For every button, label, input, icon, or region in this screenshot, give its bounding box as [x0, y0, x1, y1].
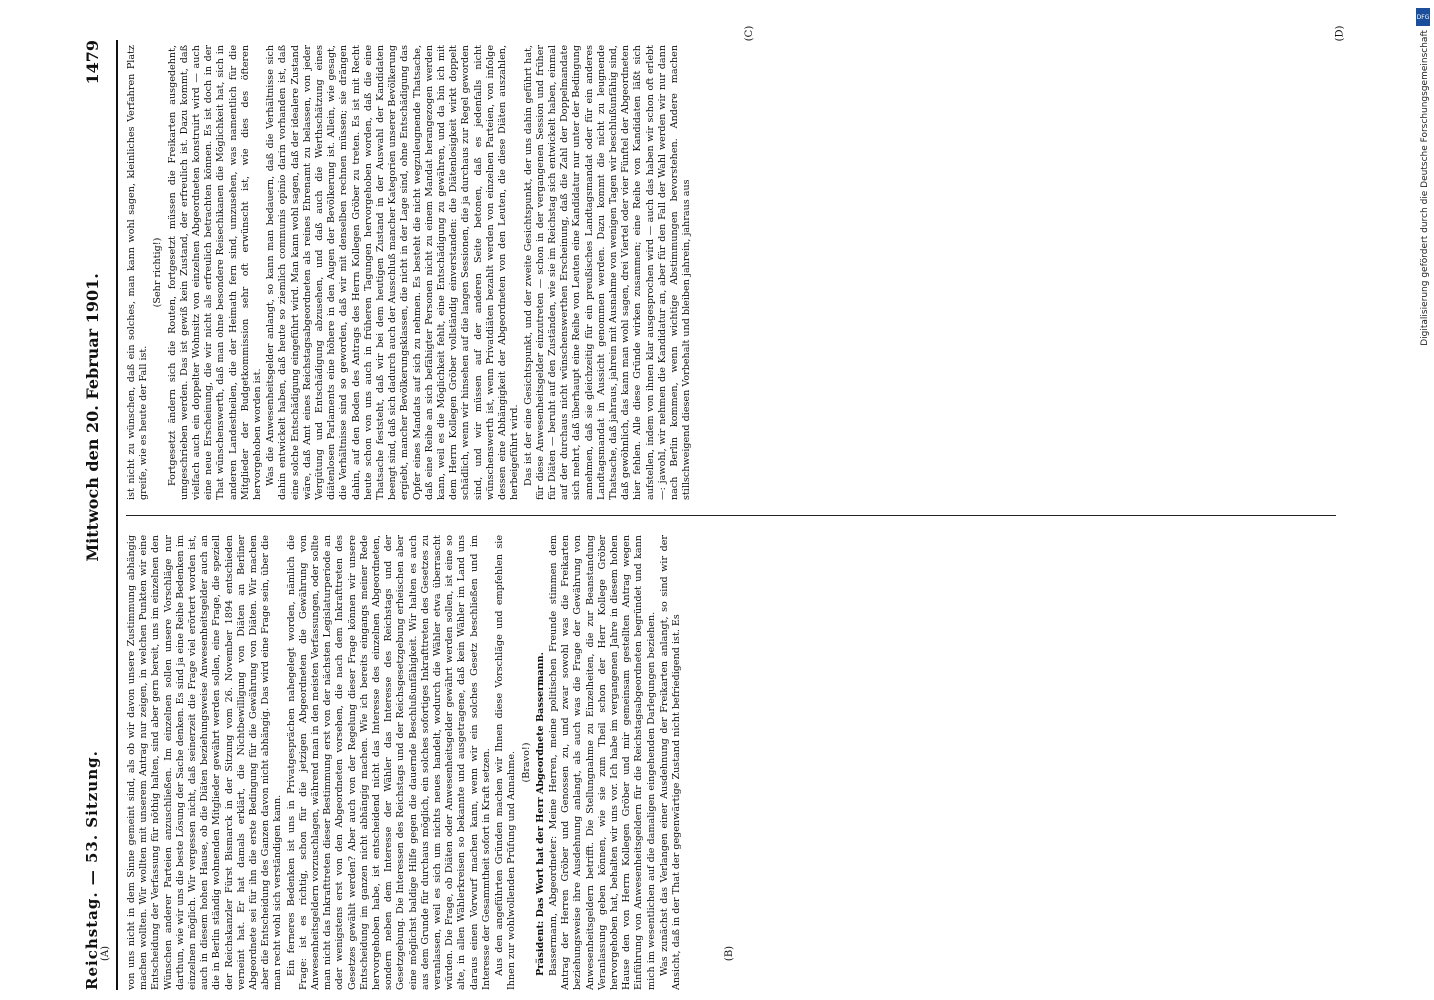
- margin-mark-d: (D): [1334, 25, 1346, 42]
- margin-mark-b: (B): [724, 945, 736, 962]
- left-column: [126, 535, 684, 990]
- dfg-logo-text: DFG: [1416, 13, 1430, 21]
- right-column: [126, 45, 694, 500]
- paragraph: Bassermann, Abgeordneter: Meine Herren, meine politischen Freunde stimmen dem Antrag der Herren Gröber und Genossen zu, und zwar sowohl was die Freikarten beziehungsweise ihre Ausdehnung anlangt, als auch was die Frage der Gewährung von Anwesenheitsgeldern betrifft. Die Stellungnahme zu Einzelheiten, die zur Beanstandung Veranlassung geben können, wie sie zum Theil schon der Herr Kollege Gröber hervorgehoben hat, behalten wir uns vor. Ich habe im vergangenen Jahre in diesem hohen Hause den von Herrn Kollegen Gröber und mir gemeinsam gestellten Antrag wegen Einführung von Anwesenheitsgeldern für die Reichstagsabgeordneten begründet und kann mich im wesentlichen auf die damaligen eingehenden Darlegungen beziehen.: [547, 535, 657, 990]
- margin-mark-c: (C): [744, 25, 756, 42]
- speaker-line: Präsident: Das Wort hat der Herr Abgeordnete Bassermann.: [534, 652, 546, 976]
- page-number: 1479: [82, 40, 102, 85]
- document-page: [70, 40, 1340, 990]
- paragraph: ist nicht zu wünschen, daß ein solches, man kann wohl sagen, kleinliches Verfahren Platz greife, wie es heute der Fall ist.: [126, 45, 150, 500]
- header-date: Mittwoch den 20. Februar 1901.: [82, 273, 102, 562]
- paragraph: Was zunächst das Verlangen einer Ausdehnung der Freikarten anlangt, so sind wir der Ansicht, daß in der That der gegenwärtige Zustand nicht befriedigend ist. Es: [658, 535, 682, 990]
- header-session: Reichstag. — 53. Sitzung.: [83, 750, 101, 990]
- paragraph: Aus den angeführten Gründen machen wir Ihnen diese Vorschläge und empfehlen sie Ihnen zur wohlwollenden Prüfung und Annahme.: [494, 535, 518, 990]
- header-rule: [116, 40, 118, 990]
- column-divider: [126, 515, 1336, 516]
- paragraph: Was die Anwesenheitsgelder anlangt, so kann man bedauern, daß die Verhältnisse sich dahin entwickelt haben, daß heute so ziemlich communis opinio darin vorhanden ist, daß eine solche Entschädigung eingeführt wird. Man kann wohl sagen, daß der idealere Zustand wäre, daß Amt eines Reichstagsabgeordneten als reines Ehrenamt zu belassen, von jeder Vergütung und Entschädigung abzusehen, und daß auch die Werthschätzung eines diätenlosen Parlaments eine höhere in den Augen der Bevölkerung ist. Allein, wie gesagt, die Verhältnisse sind so geworden, daß wir mit denselben rechnen müssen; sie drängen dahin, auf den Boden des Antrags des Herrn Kollegen Gröber zu treten. Es ist mit Recht heute schon von uns auch in früheren Tagungen hervorgehoben worden, daß die eine Thatsache feststeht, daß wir bei dem heutigen Zustand in der Auswahl der Kandidaten beengt sind, daß sich dadurch auch der Ausschluß mancher Kategorien unserer Bevölkerung ergiebt, mancher Bevölkerungsklassen, die nicht in der Lage sind, ohne Entschädigung das Opfer eines Mandats auf sich zu nehmen. Es besteht die nicht wegzuleugnende Thatsache, daß eine Reihe an sich befähigter Personen nicht zu einem Mandat herangezogen werden kann, weil es die Möglichkeit fehlt, eine Entschädigung zu gewähren, und da bin ich mit dem Herrn Kollegen Gröber vollständig einverstanden: die Diätenlosigkeit wirkt doppelt schädlich, wenn wir hinsehen auf die langen Sessionen, die ja durchaus zur Regel geworden sind, und wir müssen auf der anderen Seite betonen, daß es jedenfalls nicht wünschenswerth ist, wenn Privatdiäten bezahlt werden von einzelnen Parteien, von infolge dessen eine Abhängigkeit der Abgeordneten von den Leuten, die diese Diäten auszahlen, herbeigeführt wird.: [265, 45, 521, 500]
- digitization-note: Digitalisierung gefördert durch die Deutsche Forschungsgemeinschaft: [1420, 30, 1430, 346]
- page-header: [70, 40, 114, 990]
- paragraph: Ein ferneres Bedenken ist uns in Privatgesprächen nahegelegt worden, nämlich die Frage: ist es richtig, schon für die jetzigen Abgeordneten die Gewährung von Anwesenheitsgeldern vorzuschlagen, während man in den meisten Verfassungen, oder sollte man nicht das Inkrafttreten dieser Bestimmung erst von der nächsten Legislaturperiode an oder wenigstens erst von den Abgeordneten vorsehen, die nach dem Inkrafttreten des Gesetzes gewählt werden? Aber auch von der Regelung dieser Frage können wir unsere Entscheidung im ganzen nicht abhängig machen. Wie ich bereits eingangs meiner Rede hervorgehoben habe, ist entscheidend nicht das Interesse des einzelnen Abgeordneten, sondern neben dem Interesse der Wähler das Interesse des Reichstags und der Gesetzgebung. Die Interessen des Reichstags und der Reichsgesetzgebung erheischen aber eine möglichst baldige Hilfe gegen die dauernde Beschlußunfähigkeit. Wir halten es auch aus dem Grunde für durchaus möglich, ein solches sofortiges Inkrafttreten des Gesetzes zu veranlassen, weil es sich um nichts neues handelt, wodurch die Wähler etwa überrascht würden. Die Frage, ob Diäten oder Anwesenheitsgelder gewährt werden sollen, ist eine so alte, in allen Wählerkreisen so bekannte und ausgetragene, daß kein Wähler im Land uns daraus einen Vorwurf machen kann, wenn wir ein solches Gesetz beschließen und im Interesse der Gesammtheit sofort in Kraft setzen.: [285, 535, 492, 990]
- paragraph: Das ist der eine Gesichtspunkt, und der zweite Gesichtspunkt, der uns dahin geführt hat, für diese Anwesenheitsgelder einzutreten — schon in der vergangenen Session und früher für Diäten — beruht auf den Zuständen, wie sie im Reichstag sich entwickelt haben, einmal auf der durchaus nicht wünschenswerthen Erscheinung, daß die Zahl der Doppelmandate sich mehrt, daß überhaupt eine Reihe von Leuten eine Kandidatur nur unter der Bedingung annehmen, daß sie gleichzeitig für ein preußisches Landtagsmandat oder für ein anderes Landtagsmandat in Aussicht genommen werden. Dazu kommt die nicht zu leugnende Thatsache, daß jahraus, jahrein mit Ausnahme von wenigen Tagen wir beschlußunfähig sind, daß gewöhnlich, das kann man wohl sagen, drei Viertel oder vier Fünftel der Abgeordneten hier fehlen. Alle diese Gründe wirken zusammen; eine Reihe von Kandidaten läßt sich aufstellen, indem von ihnen klar ausgesprochen wird — auch das haben wir schon oft erlebt —: jawohl, wir nehmen die Kandidatur an, aber für den Fall der Wahl werden wir nur dann nach Berlin kommen, wenn wichtige Abstimmungen bevorstehen. Andere machen stillschweigend diesen Vorbehalt und bleiben jahrein, jahraus aus: [522, 45, 693, 500]
- interjection: (Bravo!): [520, 742, 532, 783]
- dfg-logo: [1416, 8, 1430, 26]
- paragraph: von uns nicht in dem Sinne gemeint sind, als ob wir davon unsere Zustimmung abhängig machen wollten. Wir wollten mit unserem Antrag nur zeigen, in welchen Punkten wir eine Entscheidung der Verfassung für nöthig halten, sind aber gern bereit, uns im einzelnen den Wünschen anderer Parteien anzuschließen. Im einzelnen sollen unsere Vorschläge nur darthun, wie wir uns die beste Lösung der Sache denken. Es sind ja eine Reihe Bedenken im einzelnen möglich. Wir vergessen nicht, daß seinerzeit die Frage viel erörtert worden ist, auch in diesem hohen Hause, ob die Diäten beziehungsweise Anwesenheitsgelder auch an die in Berlin ständig wohnenden Mitglieder gewährt werden sollen, eine Frage, die speziell der Reichskanzler Fürst Bismarck in der Sitzung vom 26. November 1894 entschieden verneint hat. Er hat damals erklärt, die Nichtbewilligung von Diäten an Berliner Abgeordnete sei für ihn die erste Bedingung für die Gewährung von Diäten. Wir machen aber die Entscheidung des Ganzen davon nicht abhängig. Das wird eine Frage sein, über die man recht wohl sich verständigen kann.: [126, 535, 284, 990]
- margin-mark-a: (A): [100, 945, 112, 962]
- paragraph: Fortgesetzt ändern sich die Routen, fortgesetzt müssen die Freikarten ausgedehnt, umgeschrieben werden. Das ist gewiß kein Zustand, der erfreulich ist. Dazu kommt, daß vielfach auch ein doppelter Wohnsitz von einzelnen Abgeordneten konstruirt wird — auch eine neue Erscheinung, die wir nicht als erfreulich betrachten können. Es ist doch in der That wünschenswerth, daß man ohne besondere Reisechikanen die Möglichkeit hat, sich in anderen Landestheilen, die der Heimath fern sind, umzusehen, was namentlich für die Mitglieder der Budgetkommission sehr oft erwünscht ist, wie dies des öfteren hervorgehoben worden ist.: [166, 45, 264, 500]
- interjection: (Sehr richtig!): [152, 237, 164, 308]
